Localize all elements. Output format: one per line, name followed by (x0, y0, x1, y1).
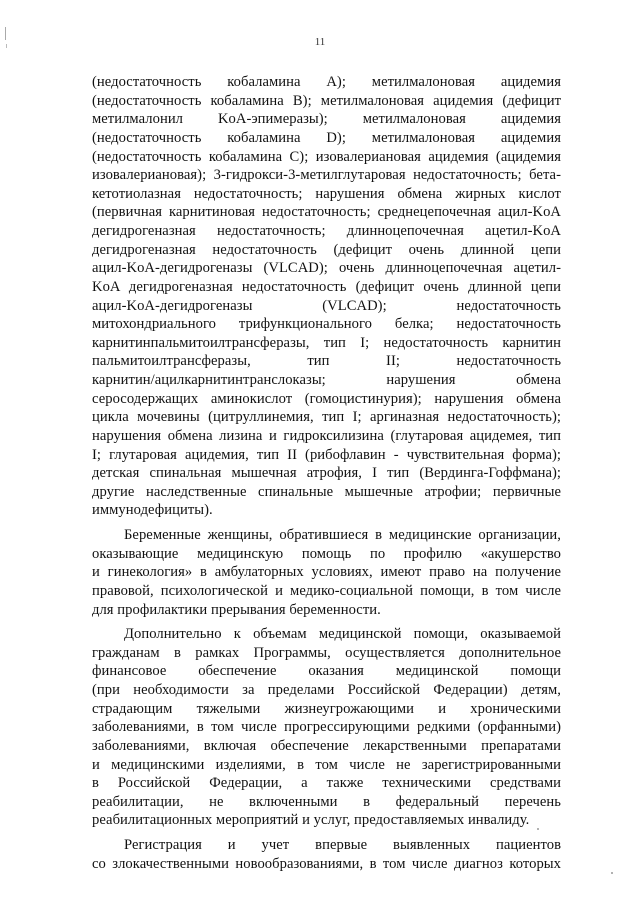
text-segment: недостаточность (456, 316, 561, 333)
text-segment: трифункционального (238, 316, 373, 333)
text-line (92, 700, 561, 719)
text-segment: метилмалоновая (371, 74, 475, 90)
text-segment: длинноцепочечная (346, 223, 464, 239)
document-body (92, 73, 561, 873)
text-segment: I; глутаровая ацидемия, тип II (рибофлавин - чувствительная форма); (92, 446, 561, 463)
text-segment: включенными (249, 793, 338, 810)
text-line (92, 92, 561, 111)
text-segment: (при необходимости за пределами Российской Федерации) детям, (92, 682, 561, 698)
text-line (92, 526, 561, 545)
text-segment: перечень (504, 793, 561, 810)
paragraph (92, 836, 561, 873)
text-segment: карнитин/ацилкарнитинтранслоказы; (92, 372, 326, 388)
text-line (92, 352, 561, 371)
text-segment: оказывающие (92, 545, 179, 562)
paragraph (92, 625, 561, 830)
text-line (92, 259, 561, 278)
text-line (92, 166, 561, 185)
text-segment: и медицинскими изделиями, в том числе не зарегистрированными (92, 756, 561, 773)
text-segment: (VLCAD); (322, 297, 387, 314)
text-line (92, 483, 561, 502)
text-line (92, 315, 561, 334)
text-line (92, 222, 561, 241)
text-segment: оказания (308, 663, 364, 680)
text-line (92, 563, 561, 582)
text-segment: детская спинальная мышечная атрофия, I тип (Вердинга-Гоффмана); (92, 465, 561, 482)
text-segment: метилмалонил (92, 111, 184, 128)
text-line (92, 446, 561, 465)
text-segment: кобаламина (227, 129, 301, 146)
text-line (92, 625, 561, 644)
text-segment: правовой, психологической и медико-социальной помощи, в том числе (92, 582, 561, 599)
text-segment: Беременные женщины, обратившиеся в медицинские организации, (124, 527, 561, 543)
text-segment: федеральный (395, 793, 480, 810)
text-segment: учет (261, 837, 290, 853)
text-line (92, 662, 561, 681)
text-segment: нарушения обмена лизина и гидроксилизина (глутаровая ацидемея, тип (92, 427, 561, 444)
text-segment: в (92, 775, 99, 792)
text-segment: недостаточность (456, 353, 562, 370)
text-segment: цикла мочевины (цитруллинемия, тип I; аргиназная недостаточность); (92, 409, 561, 426)
text-line (92, 681, 561, 700)
text-line (92, 464, 561, 483)
text-segment: медицинскую (196, 545, 284, 562)
text-line (92, 297, 561, 316)
text-line (92, 408, 561, 427)
text-line (92, 644, 561, 663)
text-segment: пальмитоилтрансферазы, (92, 353, 251, 370)
text-segment: выявленных (393, 837, 471, 853)
text-line (92, 836, 561, 855)
text-segment: тип (307, 353, 330, 370)
paragraphs-container (92, 520, 561, 873)
text-segment: Российской (117, 775, 191, 792)
text-segment: помощь (301, 545, 352, 562)
text-line (92, 811, 561, 830)
text-segment: дегидрогеназная (92, 223, 196, 239)
text-line (92, 185, 561, 204)
text-segment: II; (386, 353, 400, 370)
text-segment: ацил-KoA-дегидрогеназы (VLCAD); очень длинноцепочечная ацетил- (92, 260, 561, 277)
text-line (92, 203, 561, 222)
text-segment: карнитинпальмитоилтрансферазы, тип I; недостаточность карнитин (92, 334, 561, 351)
text-segment: обмена (516, 372, 562, 388)
text-segment: реабилитационных мероприятий и услуг, предоставляемых инвалиду. (92, 812, 530, 829)
text-segment: хроническими (470, 700, 562, 717)
text-segment: иммунодефициты). (92, 502, 213, 519)
text-segment: дегидрогеназная недостаточность (дефицит очень длинной цепи (92, 241, 561, 258)
text-segment: KoA дегидрогеназная недостаточность (дефицит очень длинной цепи (92, 278, 561, 295)
text-line (92, 73, 561, 92)
text-segment: тяжелыми (196, 700, 261, 717)
text-segment: KoA-эпимеразы); (217, 111, 328, 128)
text-segment: митохондриального (92, 316, 216, 333)
text-line (92, 501, 561, 520)
text-segment: (недостаточность кобаламина C); изовалериановая ацидемия (ацидемия (92, 148, 561, 165)
text-segment: в (363, 793, 371, 810)
text-segment: (недостаточность (92, 129, 202, 146)
text-line (92, 855, 561, 874)
continuation-paragraph (92, 73, 561, 520)
text-segment: медицинской (395, 663, 479, 680)
text-segment: недостаточность; (217, 223, 326, 239)
text-line (92, 774, 561, 793)
text-segment: и (227, 837, 236, 853)
text-segment: Дополнительно к объемам медицинской помощи, оказываемой (124, 626, 561, 643)
text-segment: недостаточность (456, 297, 561, 314)
text-line (92, 756, 561, 775)
text-segment: серосодержащих аминокислот (гомоцистинурия); нарушения обмена (92, 390, 561, 407)
text-segment: ацидемия (500, 129, 561, 146)
text-segment: для профилактики прерывания беременности. (92, 601, 381, 618)
text-segment: ацидемия (500, 74, 561, 90)
text-line (92, 427, 561, 446)
text-line (92, 241, 561, 260)
text-line (92, 545, 561, 564)
text-line (92, 148, 561, 167)
text-segment: ацетил-KoA (485, 223, 562, 239)
text-line (92, 737, 561, 756)
text-segment: Федерации, (209, 775, 283, 792)
text-segment: также (326, 775, 364, 792)
scan-speck (611, 872, 613, 874)
text-segment: ацил-KoA-дегидрогеназы (92, 297, 253, 314)
page-number: 11 (314, 36, 326, 48)
text-segment: белка; (394, 316, 434, 333)
text-segment: другие наследственные спинальные мышечные атрофии; первичные (92, 483, 561, 500)
text-segment: кетотиолазная недостаточность; нарушения обмена жирных кислот (92, 185, 561, 202)
text-segment: по (369, 545, 386, 562)
text-line (92, 129, 561, 148)
text-line (92, 718, 561, 737)
text-segment: реабилитации, (92, 793, 184, 810)
text-line (92, 278, 561, 297)
text-line (92, 334, 561, 353)
text-segment: «акушерство (480, 545, 562, 562)
text-line (92, 371, 561, 390)
text-segment: впервые (315, 837, 368, 853)
text-segment: заболеваниями, в том числе прогрессирующими редкими (орфанными) (92, 719, 561, 736)
text-segment: средствами (489, 775, 562, 792)
text-segment: а (301, 775, 308, 792)
text-segment: изовалериановая); 3-гидрокси-3-метилглутаровая недостаточность; бета- (92, 167, 561, 184)
text-segment: жизнеугрожающими (284, 700, 415, 717)
text-segment: метилмалоновая (362, 111, 466, 128)
paragraph (92, 526, 561, 619)
text-segment: гражданам в рамках Программы, осуществляется дополнительное (92, 644, 561, 661)
text-segment: помощи (510, 663, 562, 680)
text-segment: (недостаточность кобаламина B); метилмалоновая ацидемия (дефицит (92, 92, 561, 109)
scan-speck (537, 828, 539, 830)
text-segment: пациентов (496, 837, 562, 853)
text-segment: и гинекология» в амбулаторных условиях, имеют право на получение (92, 564, 561, 581)
text-line (92, 601, 561, 620)
text-segment: финансовое (92, 663, 167, 680)
text-segment: не (209, 793, 224, 810)
text-segment: Регистрация (124, 837, 202, 853)
text-line (92, 390, 561, 409)
text-line (92, 793, 561, 812)
text-segment: метилмалоновая (371, 129, 475, 146)
text-segment: обеспечение (198, 663, 277, 680)
text-segment: (недостаточность (92, 74, 202, 90)
text-segment: кобаламина (227, 74, 301, 90)
text-segment: техническими (382, 775, 472, 792)
text-segment: страдающим (92, 700, 173, 717)
text-segment: заболеваниями, включая обеспечение лекарственными препаратами (92, 737, 561, 754)
text-segment: ацидемия (500, 111, 561, 128)
text-line (92, 582, 561, 601)
text-segment: со злокачественными новообразованиями, в том числе диагноз которых (92, 855, 561, 872)
text-segment: нарушения (386, 372, 456, 388)
text-line (92, 110, 561, 129)
text-segment: D); (326, 129, 346, 146)
text-segment: A); (326, 74, 346, 90)
text-segment: (первичная карнитиновая недостаточность; среднецепочечная ацил-KoA (92, 204, 561, 221)
text-segment: и (438, 700, 447, 717)
text-segment: профилю (403, 545, 462, 562)
